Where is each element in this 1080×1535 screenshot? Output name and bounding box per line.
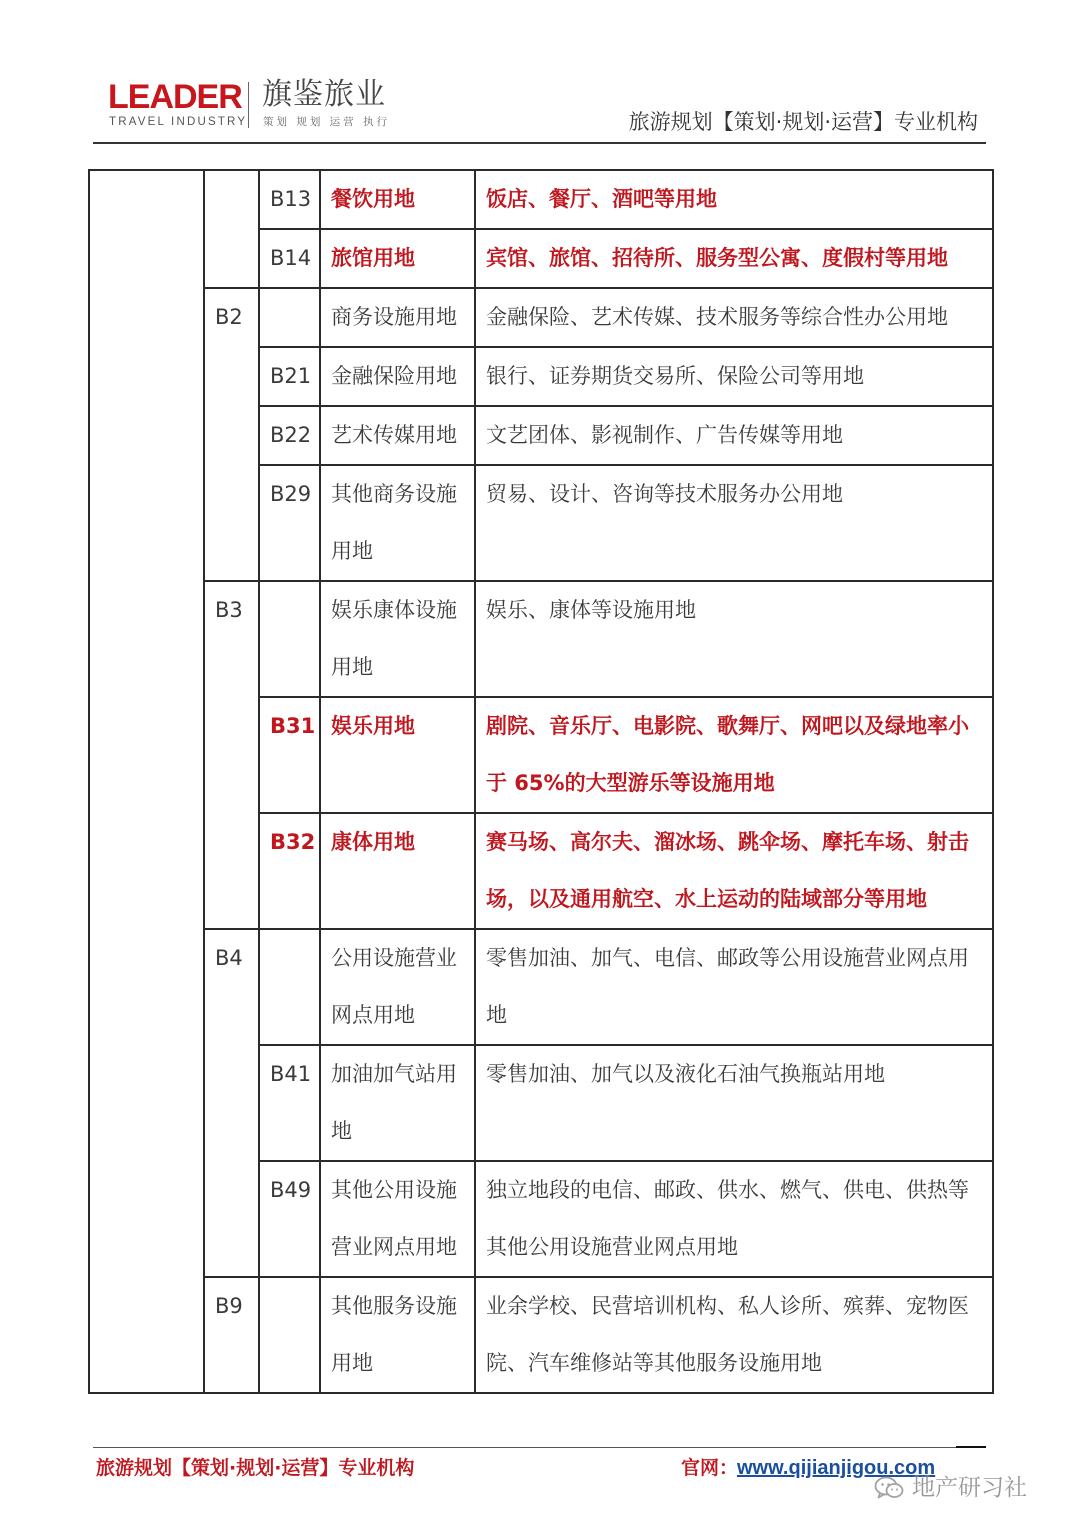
group-cell [204,170,259,288]
code-cell [259,581,320,697]
category-cell [89,170,204,1393]
group-cell: B9 [204,1277,259,1393]
group-cell: B2 [204,288,259,581]
desc-cell: 银行、证券期货交易所、保险公司等用地 [475,347,993,406]
code-cell: B49 [259,1161,320,1277]
code-cell: B14 [259,229,320,288]
desc-cell: 宾馆、旅馆、招待所、服务型公寓、度假村等用地 [475,229,993,288]
table-row [89,929,993,1045]
desc-cell: 剧院、音乐厅、电影院、歌舞厅、网吧以及绿地率小于 65%的大型游乐等设施用地 [475,697,993,813]
watermark-text: 地产研习社 [912,1475,1027,1501]
code-cell: B29 [259,465,320,581]
desc-cell: 零售加油、加气以及液化石油气换瓶站用地 [475,1045,993,1161]
name-cell: 其他商务设施用地 [320,465,475,581]
logo-chinese-name: 旗鉴旅业 [262,77,386,112]
desc-cell: 文艺团体、影视制作、广告传媒等用地 [475,406,993,465]
footer-tagline: 旅游规划【策划·规划·运营】专业机构 [96,1457,415,1479]
desc-cell: 零售加油、加气、电信、邮政等公用设施营业网点用地 [475,929,993,1045]
footer-site-label: 官网： [681,1457,739,1479]
code-cell: B41 [259,1045,320,1161]
name-cell: 旅馆用地 [320,229,475,288]
code-cell: B21 [259,347,320,406]
table-row [89,288,993,347]
table-row [89,1277,993,1393]
code-cell [259,288,320,347]
name-cell: 金融保险用地 [320,347,475,406]
header-divider [93,142,986,144]
logo-subtitle: TRAVEL INDUSTRY [109,116,248,128]
desc-cell: 娱乐、康体等设施用地 [475,581,993,697]
name-cell: 娱乐康体设施用地 [320,581,475,697]
code-cell: B22 [259,406,320,465]
code-cell: B32 [259,813,320,929]
wechat-icon [874,1475,904,1501]
footer-divider-accent [956,1446,986,1448]
name-cell: 其他服务设施用地 [320,1277,475,1393]
group-cell: B4 [204,929,259,1277]
footer-divider [93,1447,956,1448]
desc-cell: 贸易、设计、咨询等技术服务办公用地 [475,465,993,581]
logo-wordmark: LEADER [108,78,242,116]
name-cell: 艺术传媒用地 [320,406,475,465]
logo-chinese-subtitle: 策划 规划 运营 执行 [263,116,391,128]
desc-cell: 业余学校、民营培训机构、私人诊所、殡葬、宠物医院、汽车维修站等其他服务设施用地 [475,1277,993,1393]
land-use-table [88,169,994,1394]
group-cell: B3 [204,581,259,929]
desc-cell: 独立地段的电信、邮政、供水、燃气、供电、供热等其他公用设施营业网点用地 [475,1161,993,1277]
logo-divider [248,82,249,128]
code-cell: B31 [259,697,320,813]
desc-cell: 饭店、餐厅、酒吧等用地 [475,170,993,229]
name-cell: 加油加气站用地 [320,1045,475,1161]
name-cell: 餐饮用地 [320,170,475,229]
code-cell [259,1277,320,1393]
code-cell [259,929,320,1045]
header-tagline: 旅游规划【策划·规划·运营】专业机构 [628,110,978,134]
name-cell: 公用设施营业网点用地 [320,929,475,1045]
table-row [89,581,993,697]
table-row [89,170,993,229]
name-cell: 其他公用设施营业网点用地 [320,1161,475,1277]
name-cell: 娱乐用地 [320,697,475,813]
watermark [874,1470,1027,1506]
desc-cell: 金融保险、艺术传媒、技术服务等综合性办公用地 [475,288,993,347]
desc-cell: 赛马场、高尔夫、溜冰场、跳伞场、摩托车场、射击场，以及通用航空、水上运动的陆域部分等用地 [475,813,993,929]
name-cell: 康体用地 [320,813,475,929]
footer-site-link[interactable]: www.qijianjigou.com [737,1457,936,1479]
name-cell: 商务设施用地 [320,288,475,347]
code-cell: B13 [259,170,320,229]
